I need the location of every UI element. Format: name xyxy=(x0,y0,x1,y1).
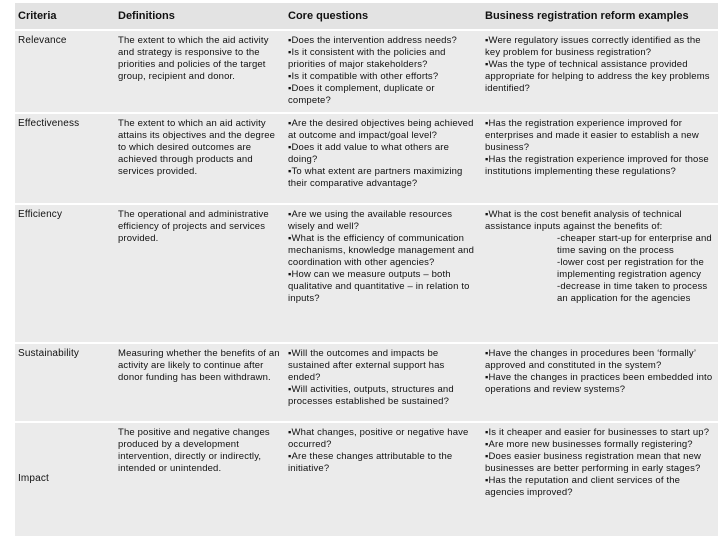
question-item: ▪Is it consistent with the policies and priorities of major stakeholders? xyxy=(288,47,446,70)
questions-cell xyxy=(285,343,482,422)
question-item: ▪What is the efficiency of communication mechanisms, knowledge management and coordination with other agencies? xyxy=(288,233,475,268)
example-item: ▪Were regulatory issues correctly identified as the key problem for business registration? xyxy=(485,35,701,58)
example-item: ▪Has the reputation and client services of the agencies improved? xyxy=(485,475,681,498)
evaluation-criteria-table xyxy=(15,3,718,538)
examples-cell xyxy=(482,343,718,422)
example-subitem: -lower cost per registration for the implementing registration agency xyxy=(557,257,704,280)
question-item: ▪Does it add value to what others are doing? xyxy=(288,142,450,165)
example-subitem: -cheaper start-up for enterprise and time saving on the process xyxy=(557,233,712,256)
question-item: ▪Is it compatible with other efforts? xyxy=(288,71,439,82)
table-row xyxy=(15,343,718,422)
question-item: ▪Are we using the available resources wisely and well? xyxy=(288,209,453,232)
definition-cell: The operational and administrative efficiency of projects and services provided. xyxy=(115,204,285,343)
table-row xyxy=(15,422,718,537)
example-item: ▪What is the cost benefit analysis of technical assistance inputs against the benefits of: xyxy=(485,209,682,232)
definition-cell: The extent to which an aid activity attains its objectives and the degree to which desired outcomes are achieved through products and services provided. xyxy=(115,113,285,204)
header-row xyxy=(15,3,718,30)
criterion-cell: Sustainability xyxy=(15,343,115,422)
table-row xyxy=(15,30,718,113)
question-item: ▪Does the intervention address needs? xyxy=(288,35,457,46)
header-criteria: Criteria xyxy=(15,3,115,30)
question-item: ▪Does it complement, duplicate or compete? xyxy=(288,83,435,106)
examples-cell xyxy=(482,113,718,204)
criterion-cell: Relevance xyxy=(15,30,115,113)
example-item: ▪Has the registration experience improved for enterprises and made it easier to establish a new business? xyxy=(485,118,699,153)
question-item: ▪Are these changes attributable to the initiative? xyxy=(288,451,453,474)
question-item: ▪Are the desired objectives being achieved at outcome and impact/goal level? xyxy=(288,118,474,141)
questions-cell xyxy=(285,422,482,537)
table-row xyxy=(15,113,718,204)
examples-cell xyxy=(482,30,718,113)
questions-cell xyxy=(285,30,482,113)
questions-cell xyxy=(285,204,482,343)
example-item: ▪Has the registration experience improved for those institutions implementing these regulations? xyxy=(485,154,709,177)
example-subitem: -decrease in time taken to process an application for the agencies xyxy=(557,281,708,304)
header-examples: Business registration reform examples xyxy=(482,3,718,30)
example-item: ▪Is it cheaper and easier for businesses to start up? xyxy=(485,427,710,438)
example-item: ▪Have the changes in procedures been ‘formally’ approved and constituted in the system? xyxy=(485,348,696,371)
example-item: ▪Are more new businesses formally registering? xyxy=(485,439,693,450)
question-item: ▪How can we measure outputs – both qualitative and quantitative – in relation to inputs? xyxy=(288,269,470,304)
examples-cell xyxy=(482,422,718,537)
definition-cell: The extent to which the aid activity and strategy is responsive to the priorities and policies of the target group, recipient and donor. xyxy=(115,30,285,113)
question-item: ▪Will the outcomes and impacts be sustained after external support has ended? xyxy=(288,348,445,383)
header-core-questions: Core questions xyxy=(285,3,482,30)
question-item: ▪To what extent are partners maximizing their comparative advantage? xyxy=(288,166,463,189)
table-row xyxy=(15,204,718,343)
question-item: ▪Will activities, outputs, structures and processes established be sustained? xyxy=(288,384,454,407)
definition-cell: Measuring whether the benefits of an activity are likely to continue after donor funding has been withdrawn. xyxy=(115,343,285,422)
questions-cell xyxy=(285,113,482,204)
criterion-cell: Impact xyxy=(15,422,115,537)
example-item: ▪Have the changes in practices been embedded into operations and review systems? xyxy=(485,372,713,395)
criterion-cell: Efficiency xyxy=(15,204,115,343)
example-item: ▪Was the type of technical assistance provided appropriate for helping to address the key problems identified? xyxy=(485,59,710,94)
example-item: ▪Does easier business registration mean that new businesses are better performing in early stages? xyxy=(485,451,701,474)
criterion-cell: Effectiveness xyxy=(15,113,115,204)
header-definitions: Definitions xyxy=(115,3,285,30)
question-item: ▪What changes, positive or negative have occurred? xyxy=(288,427,469,450)
examples-cell xyxy=(482,204,718,343)
definition-cell: The positive and negative changes produced by a development intervention, directly or indirectly, intended or unintended. xyxy=(115,422,285,537)
